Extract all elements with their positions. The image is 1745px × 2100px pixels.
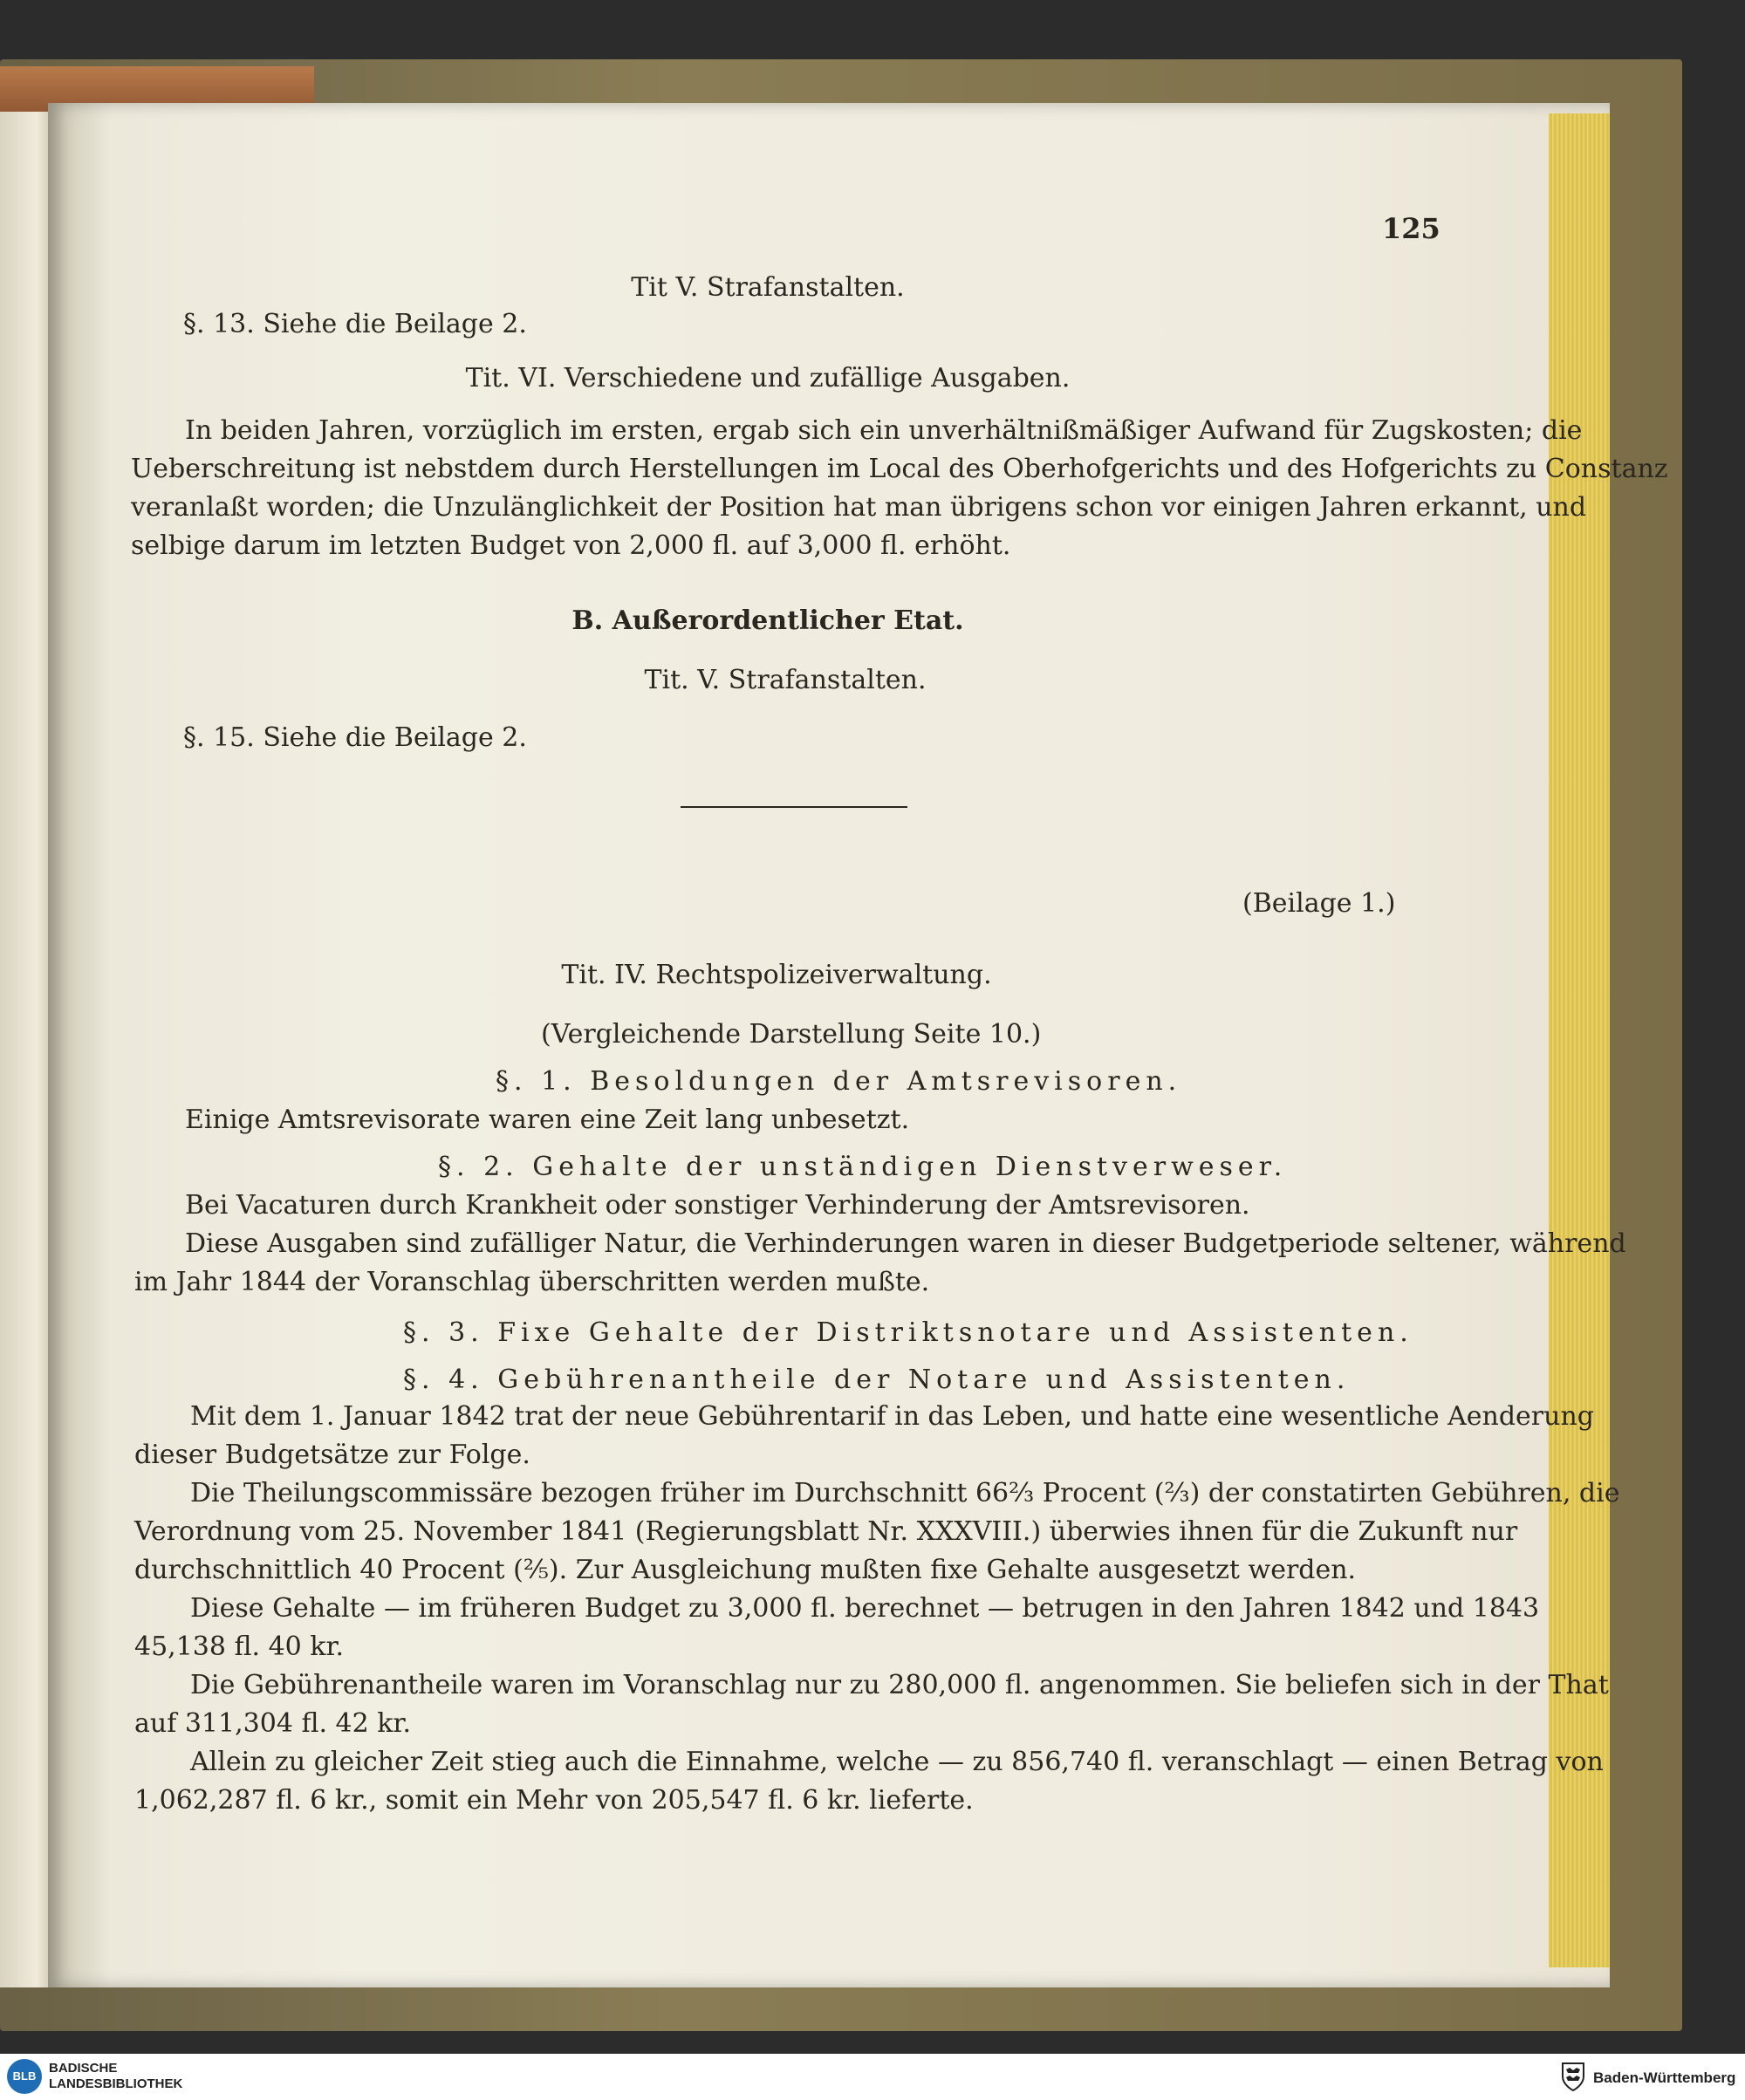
- paragraph-line: §. 15. Siehe die Beilage 2.: [183, 722, 527, 753]
- heading-tit-vi: Tit. VI. Verschiedene und zufällige Ausgaben.: [465, 363, 1071, 393]
- footer-bar: [0, 2054, 1745, 2100]
- paragraph-line: Allein zu gleicher Zeit stieg auch die Einnahme, welche — zu 856,740 fl. veranschlagt — einen Betrag von: [190, 1747, 1604, 1777]
- paragraph-line: Die Theilungscommissäre bezogen früher im Durchschnitt 66⅔ Procent (⅔) der constatirten Gebühren, die: [190, 1478, 1620, 1508]
- page-number: 125: [1382, 212, 1440, 245]
- paragraph-line: Bei Vacaturen durch Krankheit oder sonstiger Verhinderung der Amtsrevisoren.: [185, 1190, 1250, 1221]
- heading-tit-iv: Tit. IV. Rechtspolizeiverwaltung.: [561, 960, 992, 990]
- paragraph-line: Mit dem 1. Januar 1842 trat der neue Gebührentarif in das Leben, und hatte eine wesentliche Aenderung: [190, 1401, 1594, 1432]
- paragraph-line: Diese Gehalte — im früheren Budget zu 3,000 fl. berechnet — betrugen in den Jahren 1842 und 1843: [190, 1593, 1540, 1624]
- section-heading: §. 1. Besoldungen der Amtsrevisoren.: [496, 1066, 1182, 1097]
- paragraph-line: veranlaßt worden; die Unzulänglichkeit der Position hat man übrigens schon vor einigen Jahren erkannt, und: [131, 492, 1587, 523]
- paragraph-line: In beiden Jahren, vorzüglich im ersten, ergab sich ein unverhältnißmäßiger Aufwand für Zugskosten; die: [185, 415, 1583, 446]
- section-heading: §. 2. Gehalte der unständigen Dienstverweser.: [438, 1152, 1288, 1182]
- paragraph-line: Diese Ausgaben sind zufälliger Natur, die Verhinderungen waren in dieser Budgetperiode seltener, während: [185, 1228, 1626, 1259]
- paragraph-line: Die Gebührenantheile waren im Voranschlag nur zu 280,000 fl. angenommen. Sie beliefen sich in der That: [190, 1670, 1609, 1700]
- paragraph-line: Ueberschreitung ist nebstdem durch Herstellungen im Local des Oberhofgerichts und des Hofgerichts zu Constanz: [131, 454, 1668, 484]
- section-heading: §. 4. Gebührenantheile der Notare und Assistenten.: [403, 1365, 1351, 1395]
- paragraph-line: Einige Amtsrevisorate waren eine Zeit lang unbesetzt.: [185, 1105, 910, 1135]
- beilage-label: (Beilage 1.): [1242, 888, 1396, 919]
- paragraph-line: dieser Budgetsätze zur Folge.: [134, 1440, 530, 1470]
- paragraph-line: durchschnittlich 40 Procent (⅖). Zur Ausgleichung mußten fixe Gehalte ausgesetzt werden.: [134, 1555, 1357, 1585]
- blb-library-name: [49, 2061, 182, 2092]
- section-divider: [681, 806, 907, 808]
- blb-name-line1: BADISCHE: [49, 2061, 118, 2076]
- paragraph-line: 1,062,287 fl. 6 kr., somit ein Mehr von 205,547 fl. 6 kr. lieferte.: [134, 1785, 974, 1816]
- paragraph-line: 45,138 fl. 40 kr.: [134, 1631, 345, 1662]
- coat-of-arms-icon: [1560, 2061, 1586, 2092]
- section-heading: §. 3. Fixe Gehalte der Distriktsnotare und Assistenten.: [403, 1317, 1413, 1348]
- paragraph-line: auf 311,304 fl. 42 kr.: [134, 1708, 411, 1739]
- heading-tit-v-strafanstalten: Tit. V. Strafanstalten.: [644, 665, 927, 695]
- paragraph-line: §. 13. Siehe die Beilage 2.: [183, 309, 527, 339]
- baden-wuerttemberg-label[interactable]: Baden-Württemberg: [1593, 2069, 1736, 2086]
- subheading-vergleichende: (Vergleichende Darstellung Seite 10.): [541, 1019, 1042, 1050]
- blb-name-line2: LANDESBIBLIOTHEK: [49, 2076, 183, 2091]
- heading-tit-v: Tit V. Strafanstalten.: [631, 272, 905, 303]
- heading-ausserordentlicher-etat: B. Außerordentlicher Etat.: [571, 605, 964, 636]
- blb-logo[interactable]: BLB: [7, 2059, 42, 2094]
- paragraph-line: Verordnung vom 25. November 1841 (Regierungsblatt Nr. XXXVIII.) überwies ihnen für die Zukunft nur: [134, 1516, 1518, 1547]
- paragraph-line: selbige darum im letzten Budget von 2,000 fl. auf 3,000 fl. erhöht.: [131, 530, 1011, 561]
- paragraph-line: im Jahr 1844 der Voranschlag überschritten werden mußte.: [134, 1267, 930, 1297]
